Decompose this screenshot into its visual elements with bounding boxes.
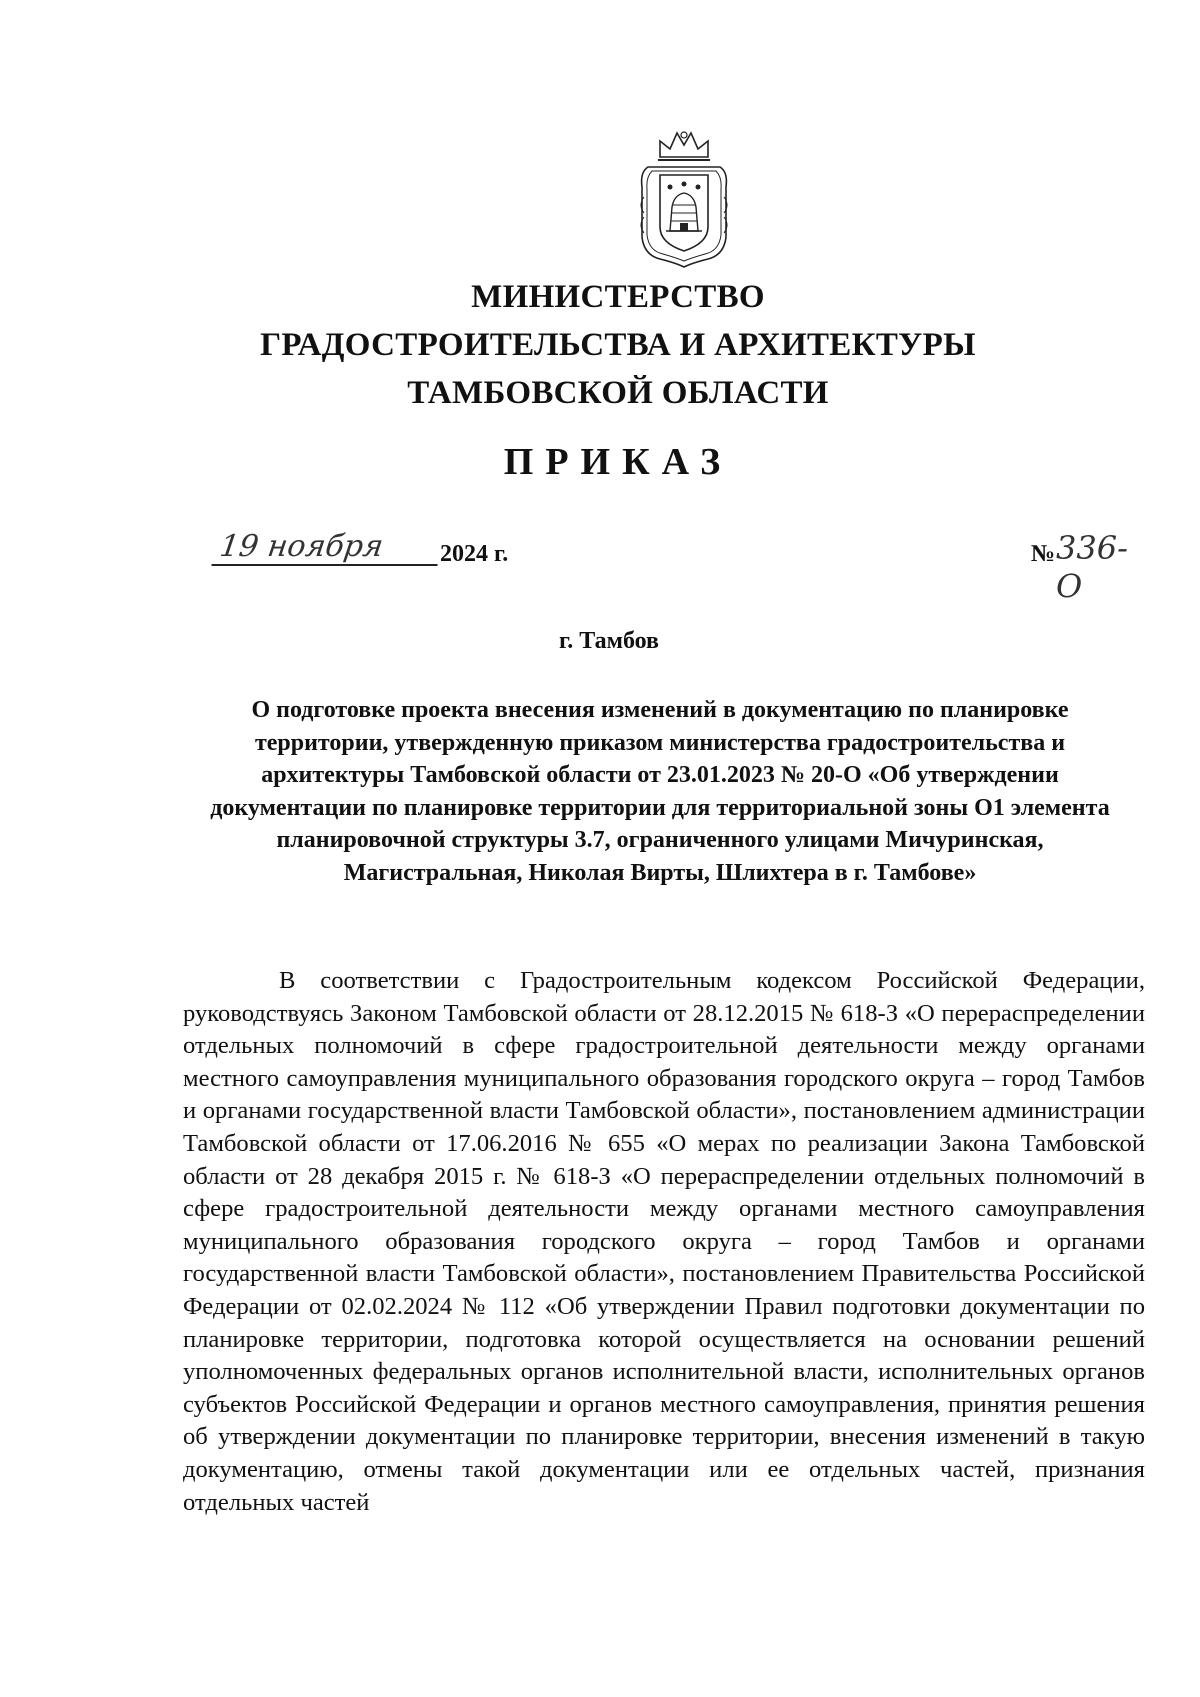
- date-year: 2024 г.: [440, 541, 509, 567]
- number-label: №: [1030, 541, 1055, 567]
- ministry-line-2: ГРАДОСТРОИТЕЛЬСТВА И АРХИТЕКТУРЫ: [260, 327, 976, 363]
- body-paragraph: В соответствии с Градостроительным кодексом Российской Федерации, руководствуясь Законом Тамбовской области от 28.12.2015 № 618-З «О перераспределении отдельных полномочий в сфере градостроительной деятельности между органами местного самоуправления муниципального образования городского округа – город Тамбов и органами государственной власти Тамбовской области», постановлением администрации Тамбовской области от 17.06.2016 № 655 «О мерах по реализации Закона Тамбовской области от 28 декабря 2015 г. № 618-З «О перераспределении отдельных полномочий в сфере градостроительной деятельности между органами местного самоуправления муниципального образования городского округа – город Тамбов и органами государственной власти Тамбовской области», постановлением Правительства Российской Федерации от 02.02.2024 № 112 «Об утверждении Правил подготовки документации по планировке территории, подготовка которой осуществляется на основании решений уполномоченных федеральных органов исполнительной власти, исполнительных органов субъектов Российской Федерации и органов местного самоуправления, принятия решения об утверждении документации по планировке территории, внесения изменений в такую документацию, отмены такой документации или ее отдельных частей, признания отдельных частей: [183, 967, 1145, 1516]
- coat-of-arms-icon: [630, 127, 738, 269]
- order-subject: О подготовке проекта внесения изменений в документацию по планировке территории, утвержденную приказом министерства градостроительства и архитектуры Тамбовской области от 23.01.2023 № 20-О «Об утверждении документации по планировке территории для территориальной зоны О1 элемента планировочной структуры 3.7, ограниченного улицами Мичуринская, Магистральная, Николая Вирты, Шлихтера в г. Тамбове»: [210, 697, 1110, 886]
- date-number-row: [200, 529, 1140, 605]
- handwritten-number: 336-О: [1056, 529, 1128, 605]
- ministry-heading: [36, 273, 1200, 417]
- ministry-line-1: МИНИСТЕРСТВО: [471, 279, 765, 315]
- handwritten-date: 19 ноября: [211, 529, 442, 566]
- document-type-title: ПРИКАЗ: [503, 441, 733, 483]
- ministry-line-3: ТАМБОВСКОЙ ОБЛАСТИ: [407, 375, 829, 411]
- city-line: г. Тамбов: [559, 628, 659, 654]
